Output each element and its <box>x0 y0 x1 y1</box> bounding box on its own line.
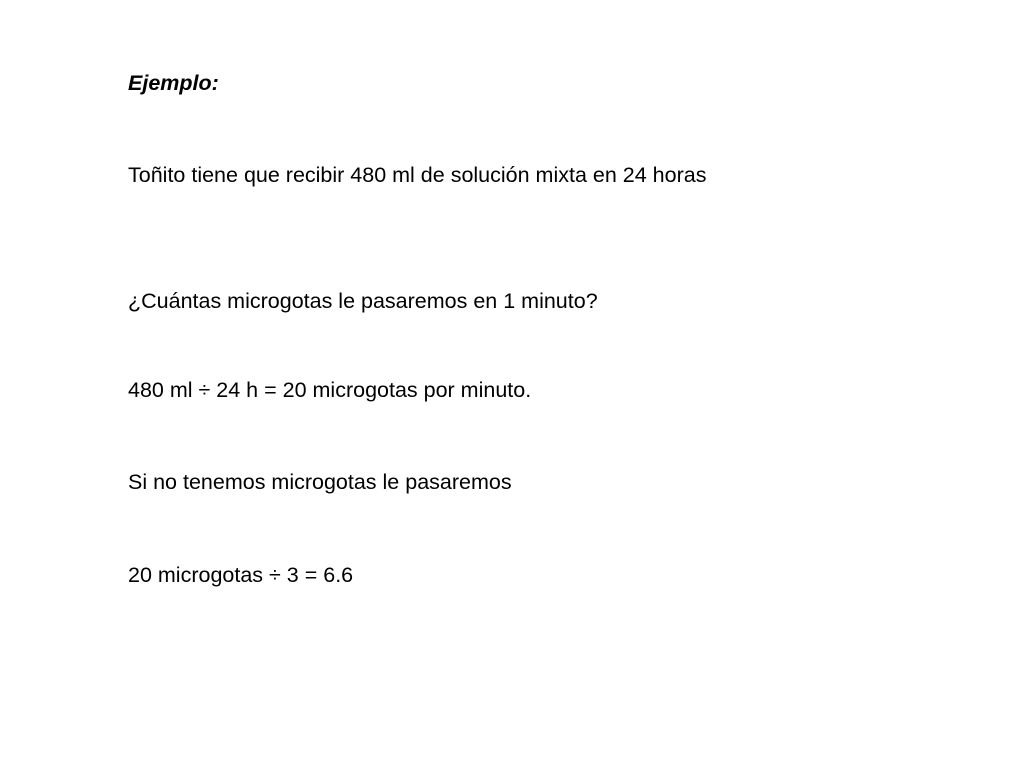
question: ¿Cuántas microgotas le pasaremos en 1 minuto? <box>128 289 598 313</box>
example-heading: Ejemplo: <box>128 71 219 95</box>
alternative-statement: Si no tenemos microgotas le pasaremos <box>128 470 512 494</box>
calculation-microdrops: 480 ml ÷ 24 h = 20 microgotas por minuto. <box>128 378 532 402</box>
problem-statement: Toñito tiene que recibir 480 ml de solución mixta en 24 horas <box>128 163 707 187</box>
calculation-drops: 20 microgotas ÷ 3 = 6.6 <box>128 563 354 587</box>
